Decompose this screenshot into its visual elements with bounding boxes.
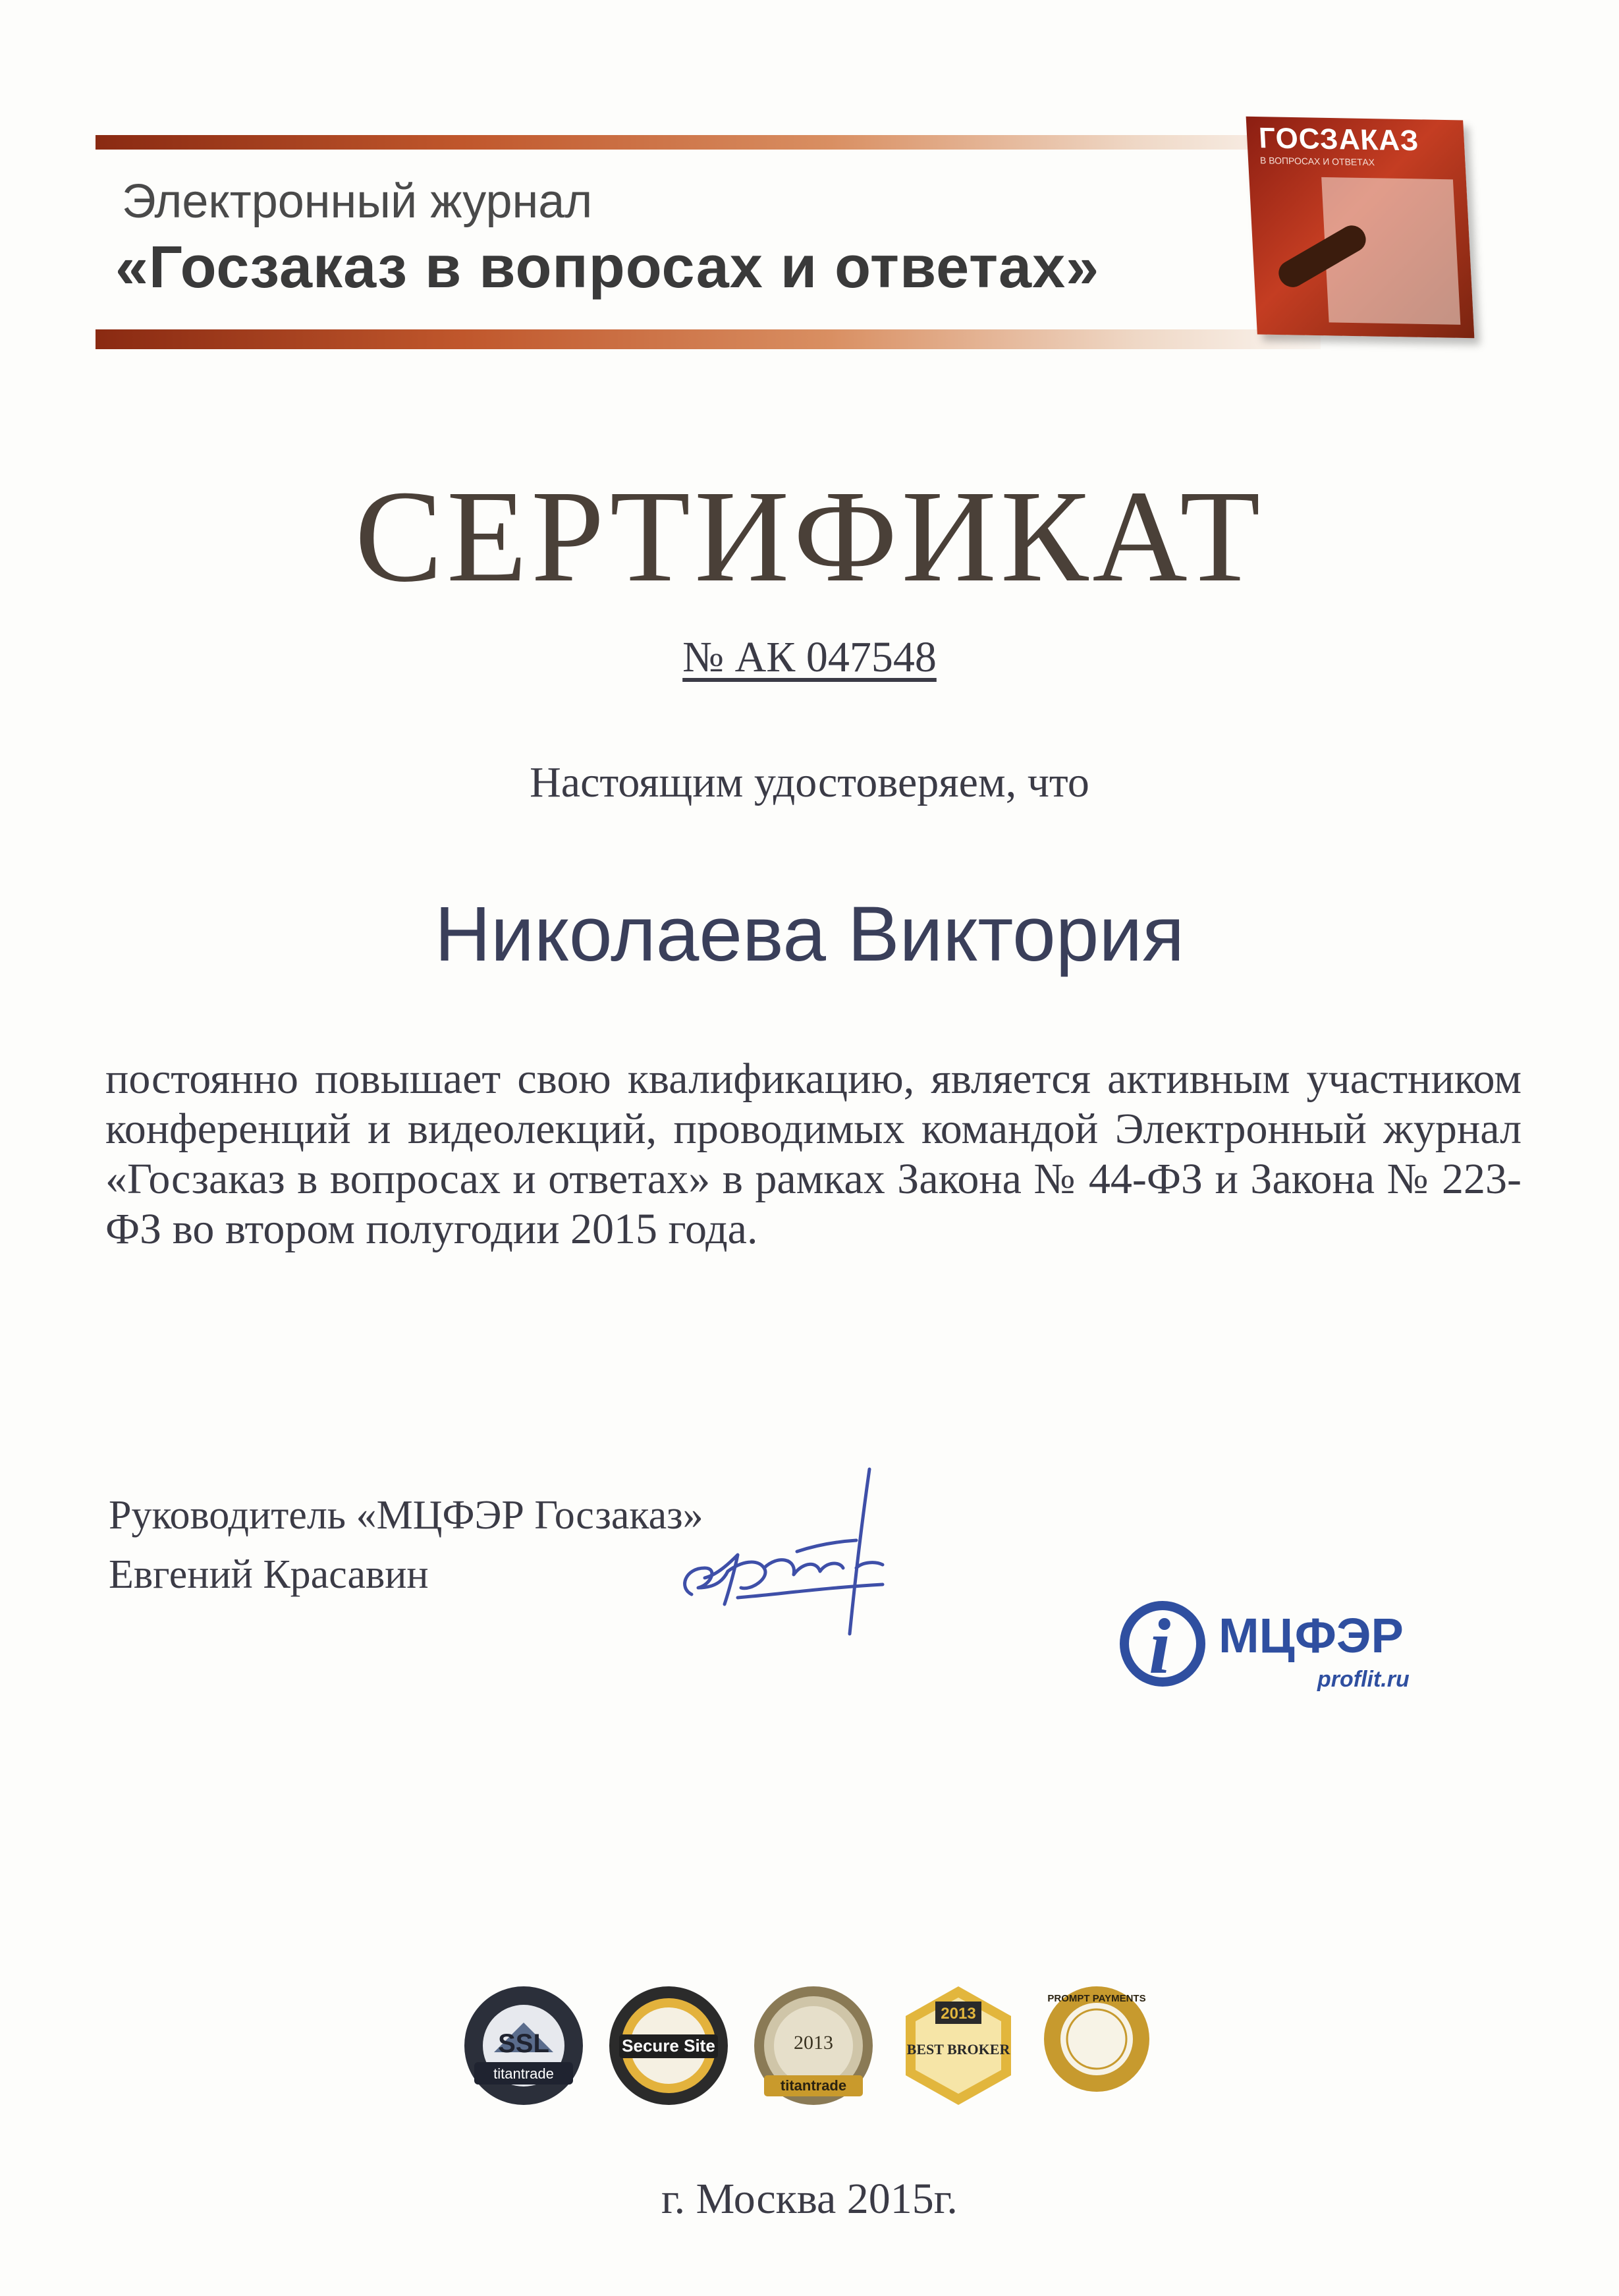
award-year: 2013 (794, 2032, 833, 2054)
banner-bottom-stripe (96, 329, 1321, 349)
broker-year: 2013 (941, 2005, 976, 2023)
certificate-number-text: № АК 047548 (682, 633, 937, 681)
logo-name: МЦФЭР (1219, 1608, 1404, 1663)
city-year: г. Москва 2015г. (661, 2175, 958, 2223)
trust-badges (461, 1983, 1153, 2141)
magazine-cover-image (1246, 117, 1475, 339)
secure-site-label: Secure Site (622, 2036, 715, 2056)
broker-label: BEST BROKER (906, 2041, 1010, 2058)
magazine-title: ГОСЗАКАЗ (1257, 122, 1420, 157)
certificate-number (0, 632, 1619, 683)
prompt-payments-label: PROMPT PAYMENTS (1047, 1993, 1146, 2004)
ssl-badge-icon (461, 1983, 586, 2108)
ssl-badge-sub: titantrade (493, 2065, 554, 2082)
award-brand: titantrade (780, 2077, 847, 2094)
ssl-badge-label: SSL (498, 2029, 549, 2058)
secure-site-badge-icon (606, 1983, 731, 2108)
recipient-name: Николаева Виктория (434, 891, 1185, 978)
signer-role: Руководитель «МЦФЭР Госзаказ» (109, 1493, 703, 1538)
magazine-subtitle: В ВОПРОСАХ И ОТВЕТАХ (1259, 155, 1375, 168)
logo-site: proflit.ru (1317, 1667, 1410, 1692)
mcfer-logo (1120, 1594, 1462, 1713)
banner-top-stripe (96, 135, 1321, 150)
certificate-title: СЕРТИФИКАТ (354, 464, 1265, 609)
prompt-payments-badge-icon (1041, 1983, 1153, 2095)
logo-i-icon: i (1149, 1602, 1171, 1690)
award-2013-badge-icon (751, 1983, 876, 2108)
banner-journal-label: Электронный журнал (122, 175, 593, 228)
journal-banner (96, 135, 1307, 349)
banner-journal-name: «Госзаказ в вопросах и ответах» (115, 235, 1100, 300)
signer-name: Евгений Красавин (109, 1552, 429, 1597)
certificate-intro: Настоящим удостоверяем, что (530, 758, 1089, 806)
handwritten-signature (665, 1463, 902, 1647)
certificate-body: постоянно повышает свою квалификацию, является активным участником конференций и видеолекций, проводимых командой Электронный журнал «Госзаказ в вопросах и ответах» в рамках Закона № 44-ФЗ и Закона № 223-ФЗ во втором полугодии 2015 года. (105, 1055, 1522, 1253)
best-broker-badge-icon (896, 1983, 1021, 2108)
